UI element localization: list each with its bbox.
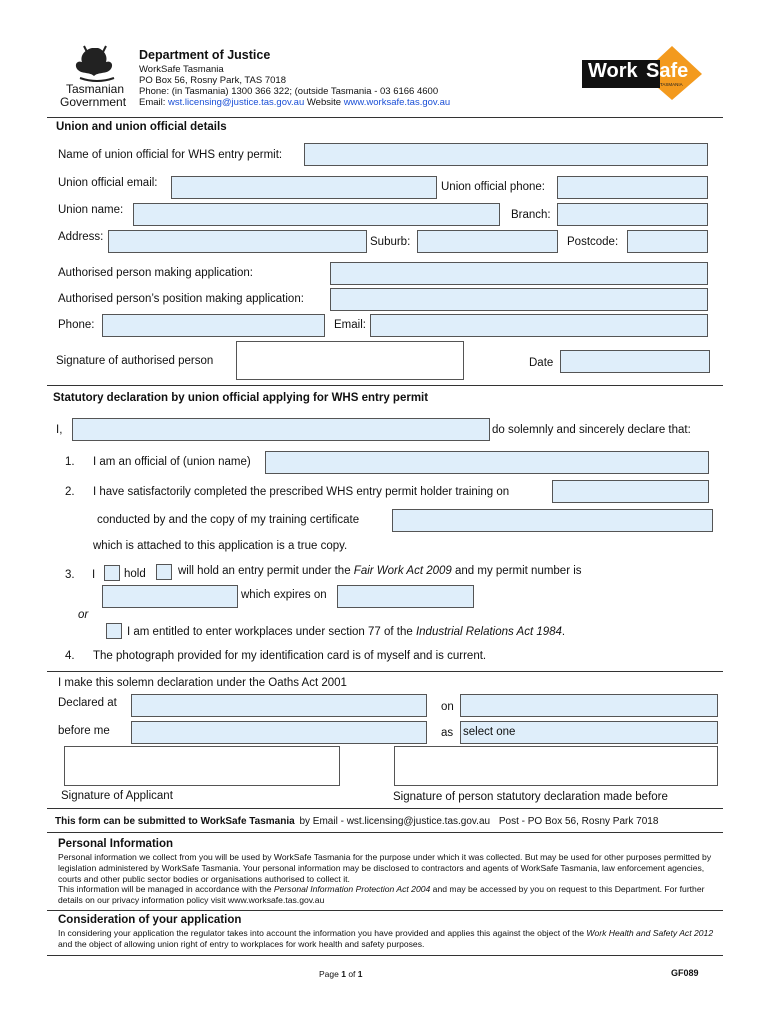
- divider: [47, 117, 723, 118]
- item1-number: 1.: [65, 456, 75, 468]
- item4-label: The photograph provided for my identification card is of myself and is current.: [93, 650, 487, 662]
- i-label: I,: [56, 424, 63, 436]
- divider: [47, 671, 723, 672]
- item2b-label: conducted by and the copy of my training certificate: [97, 514, 360, 526]
- logo-work: Work: [588, 60, 638, 82]
- applicant-signature-box[interactable]: [64, 746, 340, 786]
- item2-number: 2.: [65, 486, 75, 498]
- personal-info-text: [58, 852, 718, 906]
- email-link[interactable]: wst.licensing@justice.tas.gov.au: [168, 97, 305, 108]
- declared-at-input[interactable]: [131, 694, 427, 717]
- auth-date-input[interactable]: [560, 350, 710, 373]
- auth-email-input[interactable]: [370, 314, 708, 337]
- or-label: or: [78, 609, 89, 621]
- official-name-label: Name of union official for WHS entry permit:: [58, 149, 283, 161]
- logo-tasmania: TASMANIA: [660, 82, 683, 87]
- item3-number: 3.: [65, 569, 75, 581]
- hold-label: hold: [124, 568, 146, 580]
- suburb-label: Suburb:: [370, 236, 411, 248]
- hold-checkbox[interactable]: [104, 565, 120, 581]
- divider: [47, 385, 723, 386]
- page-of: of: [345, 969, 358, 979]
- submit-post: Post - PO Box 56, Rosny Park 7018: [498, 816, 659, 827]
- before-me-input[interactable]: [131, 721, 427, 744]
- witness-signature-label: Signature of person statutory declaration made before: [393, 791, 668, 803]
- as-label: as: [441, 727, 454, 739]
- declarant-name-input[interactable]: [72, 418, 490, 441]
- oath-intro: I make this solemn declaration under the Oaths Act 2001: [58, 677, 347, 689]
- auth-person-label: Authorised person making application:: [58, 267, 253, 279]
- website-link[interactable]: www.worksafe.tas.gov.au: [343, 97, 451, 108]
- official-email-label: Union official email:: [58, 177, 158, 189]
- branch-input[interactable]: [557, 203, 708, 226]
- address-input[interactable]: [108, 230, 367, 253]
- divider: [47, 910, 723, 911]
- will-hold-checkbox[interactable]: [156, 564, 172, 580]
- personal-info-p2b: and may be accessed by you on request to this Department. For further details on our privacy information policy visit www.worksafe.tas.gov.au: [58, 884, 705, 906]
- permit-number-input[interactable]: [102, 585, 238, 608]
- item3-text: [178, 565, 582, 577]
- auth-date-label: Date: [529, 357, 554, 369]
- auth-phone-label: Phone:: [58, 319, 95, 331]
- submit-line: [55, 816, 658, 827]
- gov-line2: Government: [60, 95, 127, 109]
- dept-title: Department of Justice: [139, 48, 271, 62]
- official-phone-label: Union official phone:: [441, 181, 545, 193]
- official-name-input[interactable]: [304, 143, 708, 166]
- expires-label: which expires on: [241, 589, 327, 601]
- consideration-title: Consideration of your application: [58, 914, 242, 926]
- item3-text-a: will hold an entry permit under the: [178, 565, 354, 577]
- declare-label: do solemnly and sincerely declare that:: [492, 424, 691, 436]
- divider: [47, 832, 723, 833]
- divider: [47, 955, 723, 956]
- fair-work-act: Fair Work Act 2009: [353, 565, 452, 577]
- postcode-label: Postcode:: [567, 236, 619, 248]
- item2-label: I have satisfactorily completed the prescribed WHS entry permit holder training on: [93, 486, 510, 498]
- applicant-signature-label: Signature of Applicant: [61, 790, 173, 802]
- item3-i: I: [92, 569, 96, 581]
- consideration-p1: In considering your application the regulator takes into account the information you have provided and applies this against the object of the: [58, 928, 587, 938]
- pipa-act: Personal Information Protection Act 2004: [273, 884, 431, 895]
- website-label: Website: [306, 97, 342, 108]
- address-label: Address:: [58, 231, 104, 243]
- official-phone-input[interactable]: [557, 176, 708, 199]
- personal-info-p2a: This information will be managed in accordance with the: [58, 884, 274, 895]
- tasmanian-government-logo: [62, 44, 132, 108]
- personal-info-p1: Personal information we collect from you will be used by WorkSafe Tasmania for the purpose under which it was collected. But may be used for other purposes permitted by legislation administered by WorkSafe Tasmania. Your personal information may be disclosed to contractors and agents of WorkSafe Tasmania, law enforcement agencies, courts and other public sector bodies or organisations authorised to collect it.: [58, 852, 712, 884]
- official-email-input[interactable]: [171, 176, 437, 199]
- postcode-input[interactable]: [627, 230, 708, 253]
- auth-person-input[interactable]: [330, 262, 708, 285]
- ir-act: Industrial Relations Act 1984: [415, 626, 562, 638]
- suburb-input[interactable]: [417, 230, 558, 253]
- dept-address: PO Box 56, Rosny Park, TAS 7018: [139, 75, 286, 86]
- page-number: [319, 969, 363, 979]
- item3-text-b: and my permit number is: [451, 565, 582, 577]
- union-name-input[interactable]: [133, 203, 500, 226]
- item1-label: I am an official of (union name): [93, 456, 251, 468]
- on-label: on: [441, 701, 454, 713]
- section77-checkbox[interactable]: [106, 623, 122, 639]
- auth-signature-box[interactable]: [236, 341, 464, 380]
- before-me-label: before me: [58, 725, 110, 737]
- page-prefix: Page: [319, 969, 342, 979]
- email-label: Email:: [139, 97, 166, 108]
- item3b-text-b: .: [561, 626, 566, 638]
- witness-type-value: select one: [463, 726, 516, 738]
- consideration-text: [58, 928, 722, 950]
- submit-email: by Email - wst.licensing@justice.tas.gov.au: [299, 816, 491, 827]
- gov-line1: Tasmanian: [66, 82, 125, 96]
- statdec-section-title: Statutory declaration by union official applying for WHS entry permit: [53, 392, 429, 404]
- item3b-text-a: I am entitled to enter workplaces under section 77 of the: [127, 626, 416, 638]
- auth-position-label: Authorised person’s position making application:: [58, 293, 304, 305]
- union-section-title: Union and union official details: [56, 121, 227, 133]
- worksafe-logo: [580, 44, 704, 102]
- item4-number: 4.: [65, 650, 75, 662]
- auth-phone-input[interactable]: [102, 314, 325, 337]
- union-name-label: Union name:: [58, 204, 124, 216]
- dept-unit: WorkSafe Tasmania: [139, 64, 224, 75]
- witness-signature-box[interactable]: [394, 746, 718, 786]
- submit-bold: This form can be submitted to WorkSafe Tasmania: [55, 816, 295, 827]
- auth-email-label: Email:: [334, 319, 366, 331]
- training-date-input[interactable]: [552, 480, 709, 503]
- auth-signature-label: Signature of authorised person: [56, 355, 214, 367]
- dept-phone: Phone: (in Tasmania) 1300 366 322; (outside Tasmania - 03 6166 4600: [139, 86, 439, 97]
- thylacine-emblem-icon: [62, 44, 132, 84]
- expiry-date-input[interactable]: [337, 585, 474, 608]
- item1-union-name-input[interactable]: [265, 451, 709, 474]
- consideration-p2: and the object of allowing union right of entry to workplaces for work health and safety purposes.: [58, 938, 425, 949]
- dept-contact-line: [139, 97, 450, 108]
- whs-act: Work Health and Safety Act 2012: [586, 928, 714, 938]
- page-total: 1: [357, 969, 363, 979]
- witness-type-select[interactable]: [460, 721, 718, 744]
- auth-position-input[interactable]: [330, 288, 708, 311]
- page-current: 1: [341, 969, 346, 979]
- declared-at-label: Declared at: [58, 697, 117, 709]
- branch-label: Branch:: [511, 209, 551, 221]
- personal-info-title: Personal Information: [58, 838, 174, 850]
- divider: [47, 808, 723, 809]
- form-code: GF089: [671, 968, 699, 978]
- item3b-text: [127, 626, 565, 638]
- item2c-label: which is attached to this application is a true copy.: [93, 540, 348, 552]
- logo-safe: Safe: [646, 60, 689, 82]
- training-provider-input[interactable]: [392, 509, 713, 532]
- declared-on-input[interactable]: [460, 694, 718, 717]
